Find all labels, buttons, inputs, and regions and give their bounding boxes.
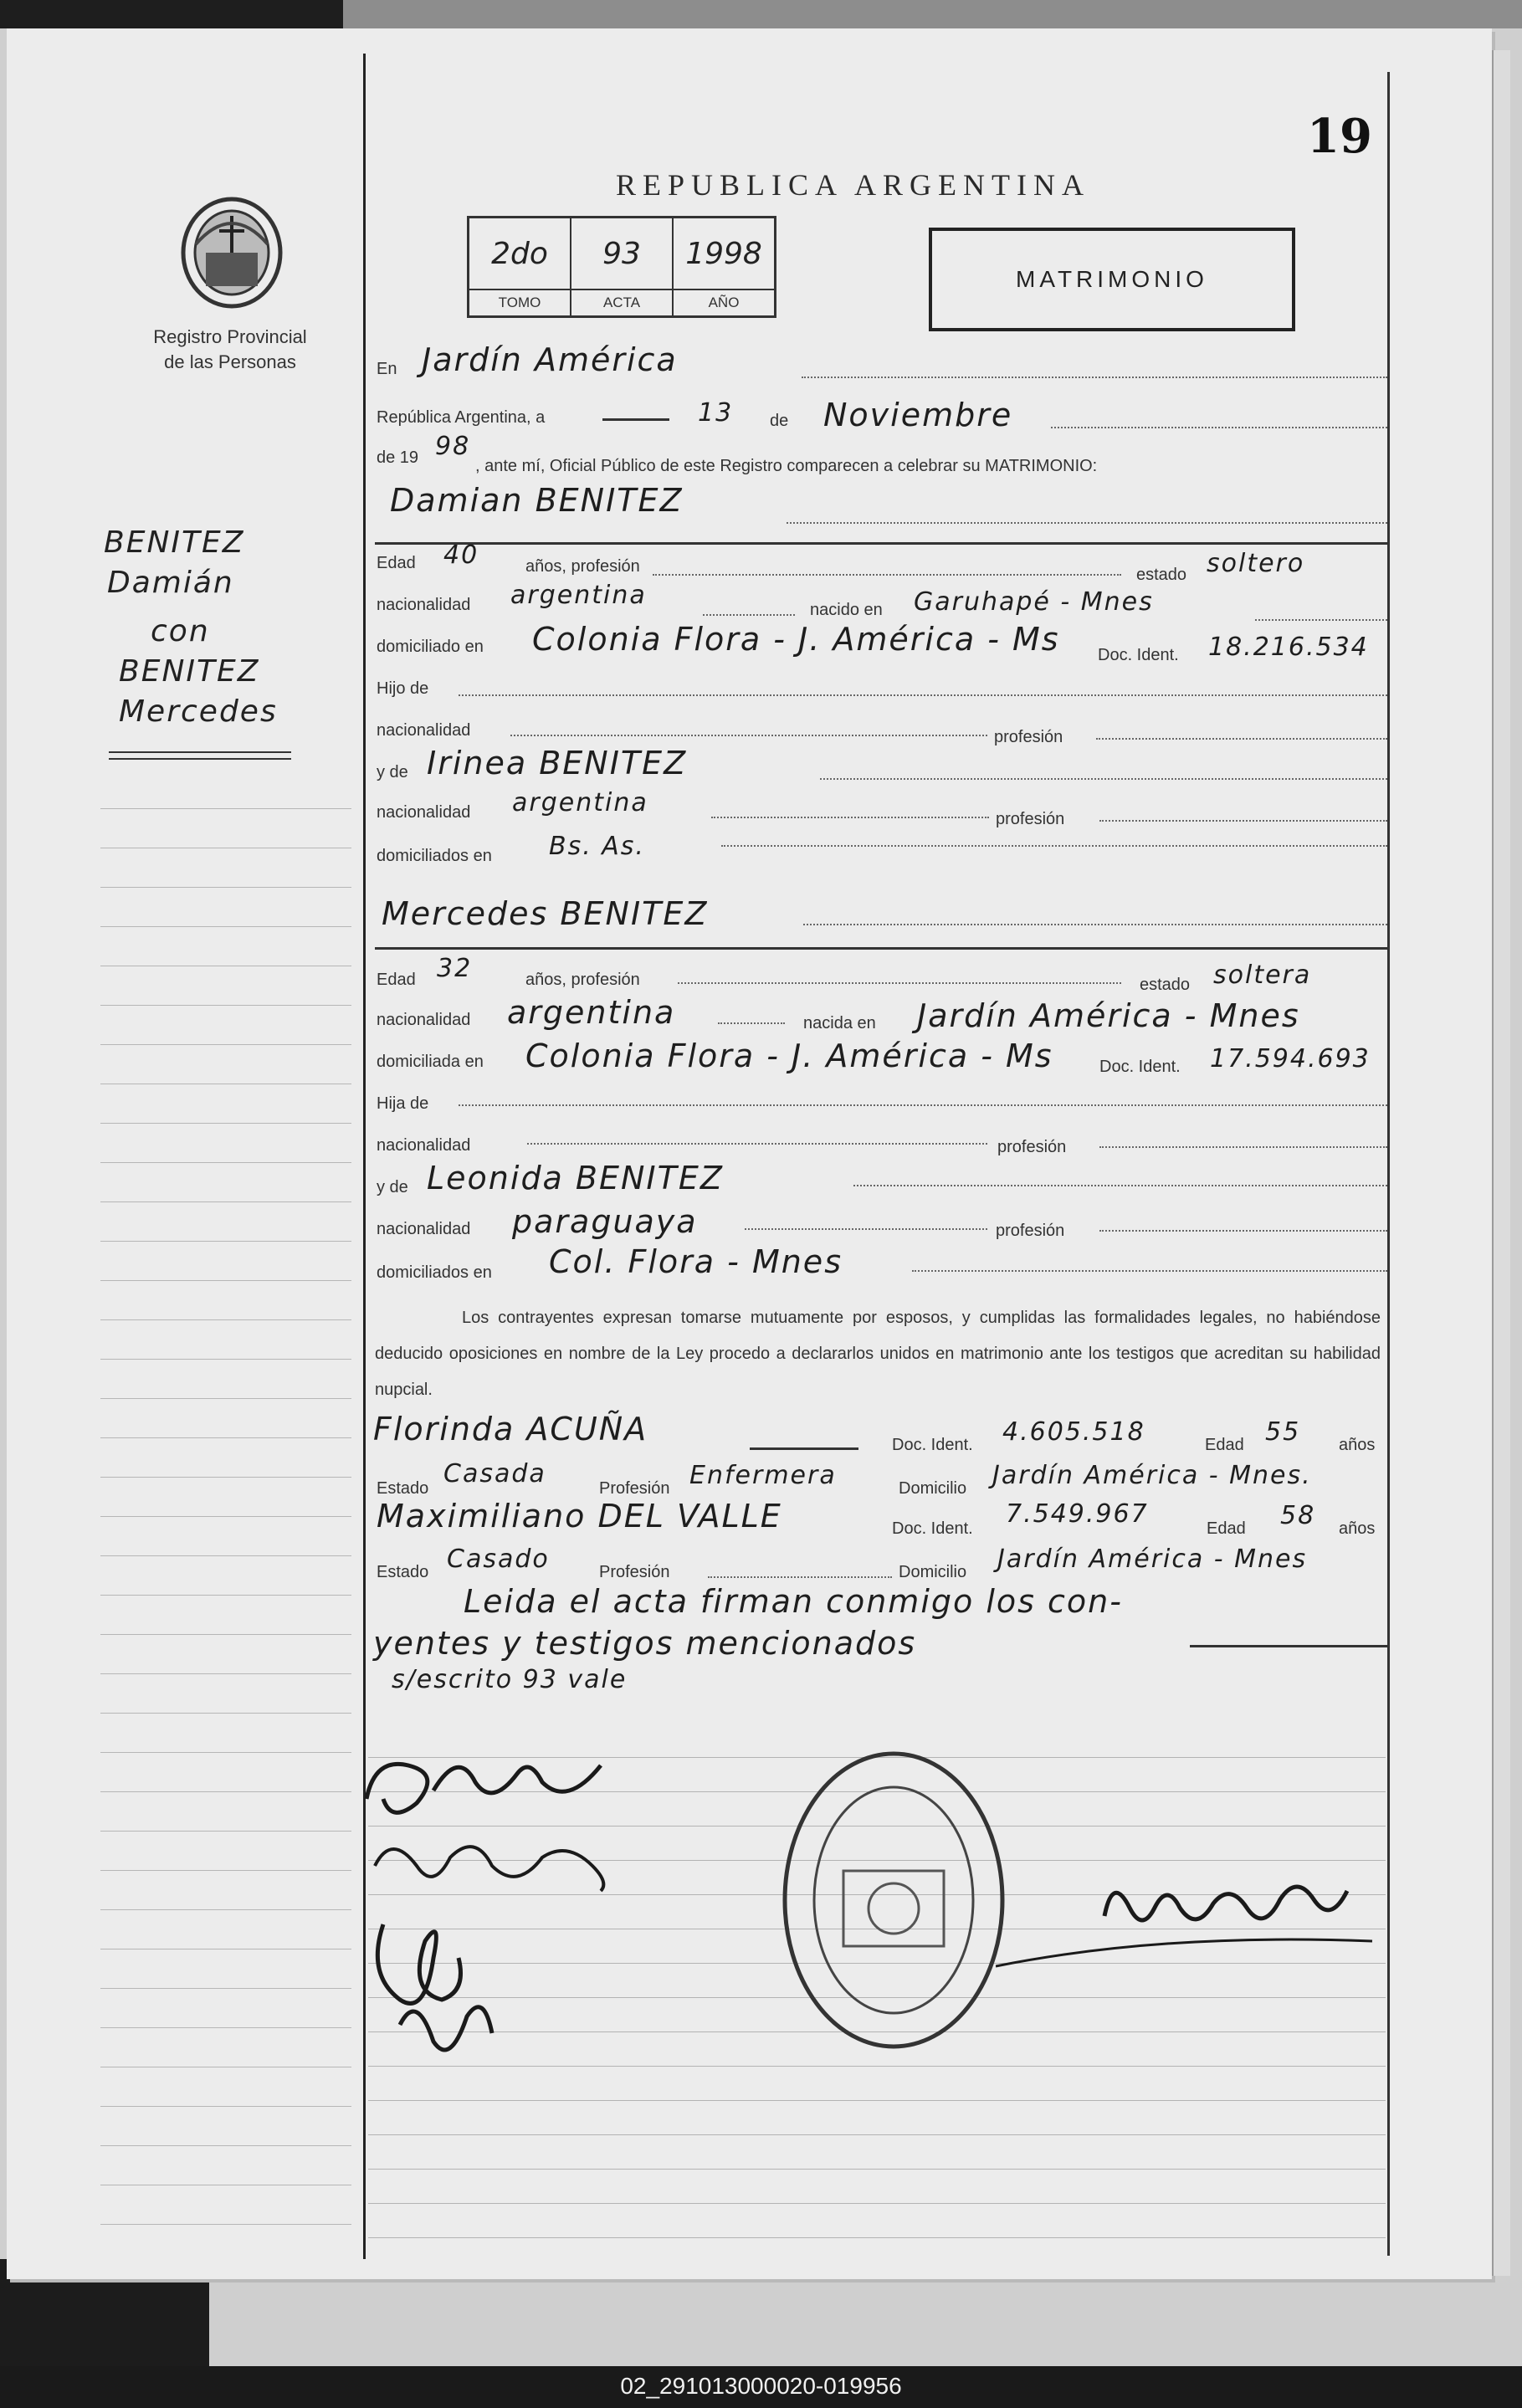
official-stamp — [776, 1745, 1011, 2055]
place: Jardín América — [422, 341, 678, 378]
witness2-edad: 58 — [1280, 1501, 1316, 1530]
witness2-doc-label: Doc. Ident. — [892, 1519, 973, 1538]
witness2-doc: 7.549.967 — [1006, 1499, 1149, 1529]
bride-nacida: Jardín América - Mnes — [917, 997, 1300, 1034]
bride-doms-label: domiciliados en — [377, 1263, 492, 1282]
fill-line — [803, 924, 1387, 925]
groom-padres-dom: Bs. As. — [549, 832, 645, 861]
fill-line — [653, 574, 1121, 576]
tomo-cell — [469, 218, 571, 315]
witness1-name: Florinda ACUÑA — [373, 1411, 648, 1447]
section-rule — [375, 947, 1387, 950]
declaration-paragraph: Los contrayentes expresan tomarse mutuamente por esposos, y cumplidas las formalidades legales, no habiéndose deducido oposiciones en nombre de la Ley procedo a declararlos unidos en matrimonio ante los testigos que acreditan su habilidad nupcial. — [375, 1309, 1381, 1399]
groom-dom-label: domiciliado en — [377, 638, 484, 656]
witness2-dom-label: Domicilio — [899, 1563, 967, 1581]
fill-line — [510, 735, 987, 736]
bride-nacionalidad: argentina — [507, 994, 676, 1031]
bride-madre: Leonida BENITEZ — [427, 1160, 724, 1196]
tomo-label: TOMO — [469, 289, 570, 315]
groom-hijo-label: Hijo de — [377, 679, 429, 698]
bride-nac-label: nacionalidad — [377, 1011, 471, 1029]
witness1-edad-label: Edad — [1205, 1436, 1244, 1454]
groom-prof2-label: profesión — [996, 810, 1065, 828]
fill-line — [718, 1022, 785, 1024]
groom-doc: 18.216.534 — [1208, 633, 1369, 662]
fill-line — [745, 1228, 987, 1230]
witness2-estado: Casado — [447, 1545, 550, 1574]
groom-edad: 40 — [443, 541, 479, 570]
groom-nac-label: nacionalidad — [377, 596, 471, 614]
acta-label: ACTA — [571, 289, 672, 315]
groom-madre-nac: argentina — [512, 788, 648, 817]
page-edge — [1492, 50, 1510, 2276]
en-label: En — [377, 360, 397, 378]
bride-nac3-label: nacionalidad — [377, 1220, 471, 1238]
bride-doc-label: Doc. Ident. — [1099, 1058, 1181, 1076]
witness1-doc-label: Doc. Ident. — [892, 1436, 973, 1454]
fill-line — [1255, 619, 1387, 621]
dash — [602, 418, 669, 421]
fill-line — [678, 982, 1121, 984]
witness1-profesion: Enfermera — [689, 1461, 837, 1490]
bride-hija-label: Hija de — [377, 1094, 429, 1113]
fill-line — [1099, 1146, 1387, 1148]
witness2-edad-label: Edad — [1207, 1519, 1246, 1538]
groom-estado-label: estado — [1136, 566, 1187, 584]
coat-of-arms-icon — [179, 194, 284, 311]
groom-prof-label: profesión — [994, 728, 1063, 746]
groom-madre: Irinea BENITEZ — [427, 745, 688, 781]
day: 13 — [698, 398, 734, 428]
groom-domicilio: Colonia Flora - J. América - Ms — [532, 621, 1060, 658]
margin-note-line: Damián — [107, 566, 234, 600]
fill-line — [1096, 738, 1387, 740]
fill-line — [459, 694, 1387, 696]
de-label: de — [770, 412, 789, 430]
witness2-estado-label: Estado — [377, 1563, 429, 1581]
bride-madre-nac: paraguaya — [512, 1203, 698, 1240]
margin-note-line: Mercedes — [119, 694, 278, 729]
bride-prof-label: profesión — [997, 1138, 1067, 1156]
witness1-estado: Casada — [443, 1459, 546, 1488]
witness2-name: Maximiliano DEL VALLE — [377, 1498, 782, 1534]
witness1-anos-label: años — [1339, 1436, 1376, 1454]
bride-estado-label: estado — [1140, 976, 1191, 994]
month: Noviembre — [823, 397, 1013, 433]
fill-line — [1099, 1230, 1387, 1232]
tomo-value: 2do — [491, 237, 548, 271]
fill-line — [527, 1143, 987, 1145]
fill-line — [820, 778, 1387, 780]
bride-nacida-label: nacida en — [803, 1014, 876, 1032]
groom-doc-label: Doc. Ident. — [1098, 646, 1179, 664]
dash — [750, 1447, 858, 1450]
bride-yde-label: y de — [377, 1178, 408, 1196]
margin-note-line: BENITEZ — [119, 654, 260, 689]
fill-line — [787, 522, 1387, 524]
fill-line — [708, 1576, 892, 1578]
groom-nac2-label: nacionalidad — [377, 721, 471, 740]
intro-sentence: , ante mí, Oficial Público de este Registro comparecen a celebrar su MATRIMONIO: — [475, 457, 1098, 475]
bride-prof2-label: profesión — [996, 1222, 1065, 1240]
groom-anos-label: años, profesión — [525, 557, 640, 576]
groom-edad-label: Edad — [377, 554, 416, 572]
margin-note-line: BENITEZ — [104, 525, 245, 560]
ano-label: AÑO — [674, 289, 774, 315]
bride-domicilio: Colonia Flora - J. América - Ms — [525, 1037, 1053, 1074]
fill-line — [853, 1185, 1387, 1186]
page-number: 19 — [1307, 109, 1372, 164]
signatures-graphic — [350, 1724, 651, 2075]
fill-line — [459, 1104, 1387, 1106]
bride-nac2-label: nacionalidad — [377, 1136, 471, 1155]
section-rule — [375, 542, 1387, 545]
groom-doms-label: domiciliados en — [377, 847, 492, 865]
witness2-prof-label: Profesión — [599, 1563, 670, 1581]
bride-doc: 17.594.693 — [1210, 1044, 1371, 1073]
republica-label: República Argentina, a — [377, 408, 546, 427]
witness1-edad: 55 — [1265, 1417, 1301, 1447]
fill-line — [703, 614, 795, 616]
fill-line — [912, 1270, 1387, 1272]
groom-name: Damian BENITEZ — [390, 482, 684, 519]
witness1-dom-label: Domicilio — [899, 1479, 967, 1498]
bride-anos-label: años, profesión — [525, 971, 640, 989]
groom-yde-label: y de — [377, 763, 408, 781]
closing-line-3: s/escrito 93 vale — [392, 1665, 628, 1694]
dash — [1190, 1645, 1387, 1647]
ano-cell — [674, 218, 774, 315]
year-prefix: de 19 — [377, 448, 419, 467]
bride-edad: 32 — [437, 954, 473, 983]
bride-edad-label: Edad — [377, 971, 416, 989]
registrar-signature — [996, 1857, 1381, 1983]
office-name — [126, 325, 335, 375]
witness1-estado-label: Estado — [377, 1479, 429, 1498]
witness2-anos-label: años — [1339, 1519, 1376, 1538]
margin-ruled-lines — [100, 770, 351, 2259]
margin-underline — [109, 758, 291, 760]
bride-dom-label: domiciliada en — [377, 1053, 484, 1071]
ano-value: 1998 — [685, 237, 762, 271]
bride-name: Mercedes BENITEZ — [382, 895, 709, 932]
bride-estado: soltera — [1213, 961, 1312, 990]
fill-line — [711, 817, 989, 818]
witness1-domicilio: Jardín América - Mnes. — [992, 1461, 1312, 1490]
acta-cell — [571, 218, 674, 315]
witness1-doc: 4.605.518 — [1002, 1417, 1145, 1447]
fill-line — [1051, 427, 1387, 428]
groom-nac3-label: nacionalidad — [377, 803, 471, 822]
office-line-1: Registro Provincial — [153, 326, 307, 347]
office-line-2: de las Personas — [164, 351, 296, 372]
register-box — [467, 216, 776, 318]
fill-line — [802, 377, 1387, 378]
act-type-box: MATRIMONIO — [929, 228, 1295, 331]
fill-line — [1099, 820, 1387, 822]
closing-line-1: Leida el acta firman conmigo los con- — [464, 1583, 1123, 1620]
closing-line-2: yentes y testigos mencionados — [373, 1625, 917, 1662]
acta-value: 93 — [602, 237, 641, 271]
fill-line — [721, 845, 1387, 847]
groom-nacido: Garuhapé - Mnes — [914, 587, 1154, 617]
bride-padres-dom: Col. Flora - Mnes — [549, 1243, 843, 1280]
groom-nacionalidad: argentina — [510, 581, 647, 610]
margin-note-line: con — [151, 614, 210, 648]
year-suffix: 98 — [435, 432, 471, 461]
right-rule — [1387, 72, 1390, 2256]
witness2-domicilio: Jardín América - Mnes — [997, 1545, 1308, 1574]
country-heading: REPUBLICA ARGENTINA — [616, 168, 1091, 202]
groom-estado: soltero — [1207, 549, 1305, 578]
groom-nacido-label: nacido en — [810, 601, 883, 619]
margin-underline — [109, 751, 291, 753]
witness1-prof-label: Profesión — [599, 1479, 670, 1498]
scan-top-dark-corner — [0, 0, 343, 28]
footer-id: 02_291013000020-019956 — [620, 2373, 902, 2399]
